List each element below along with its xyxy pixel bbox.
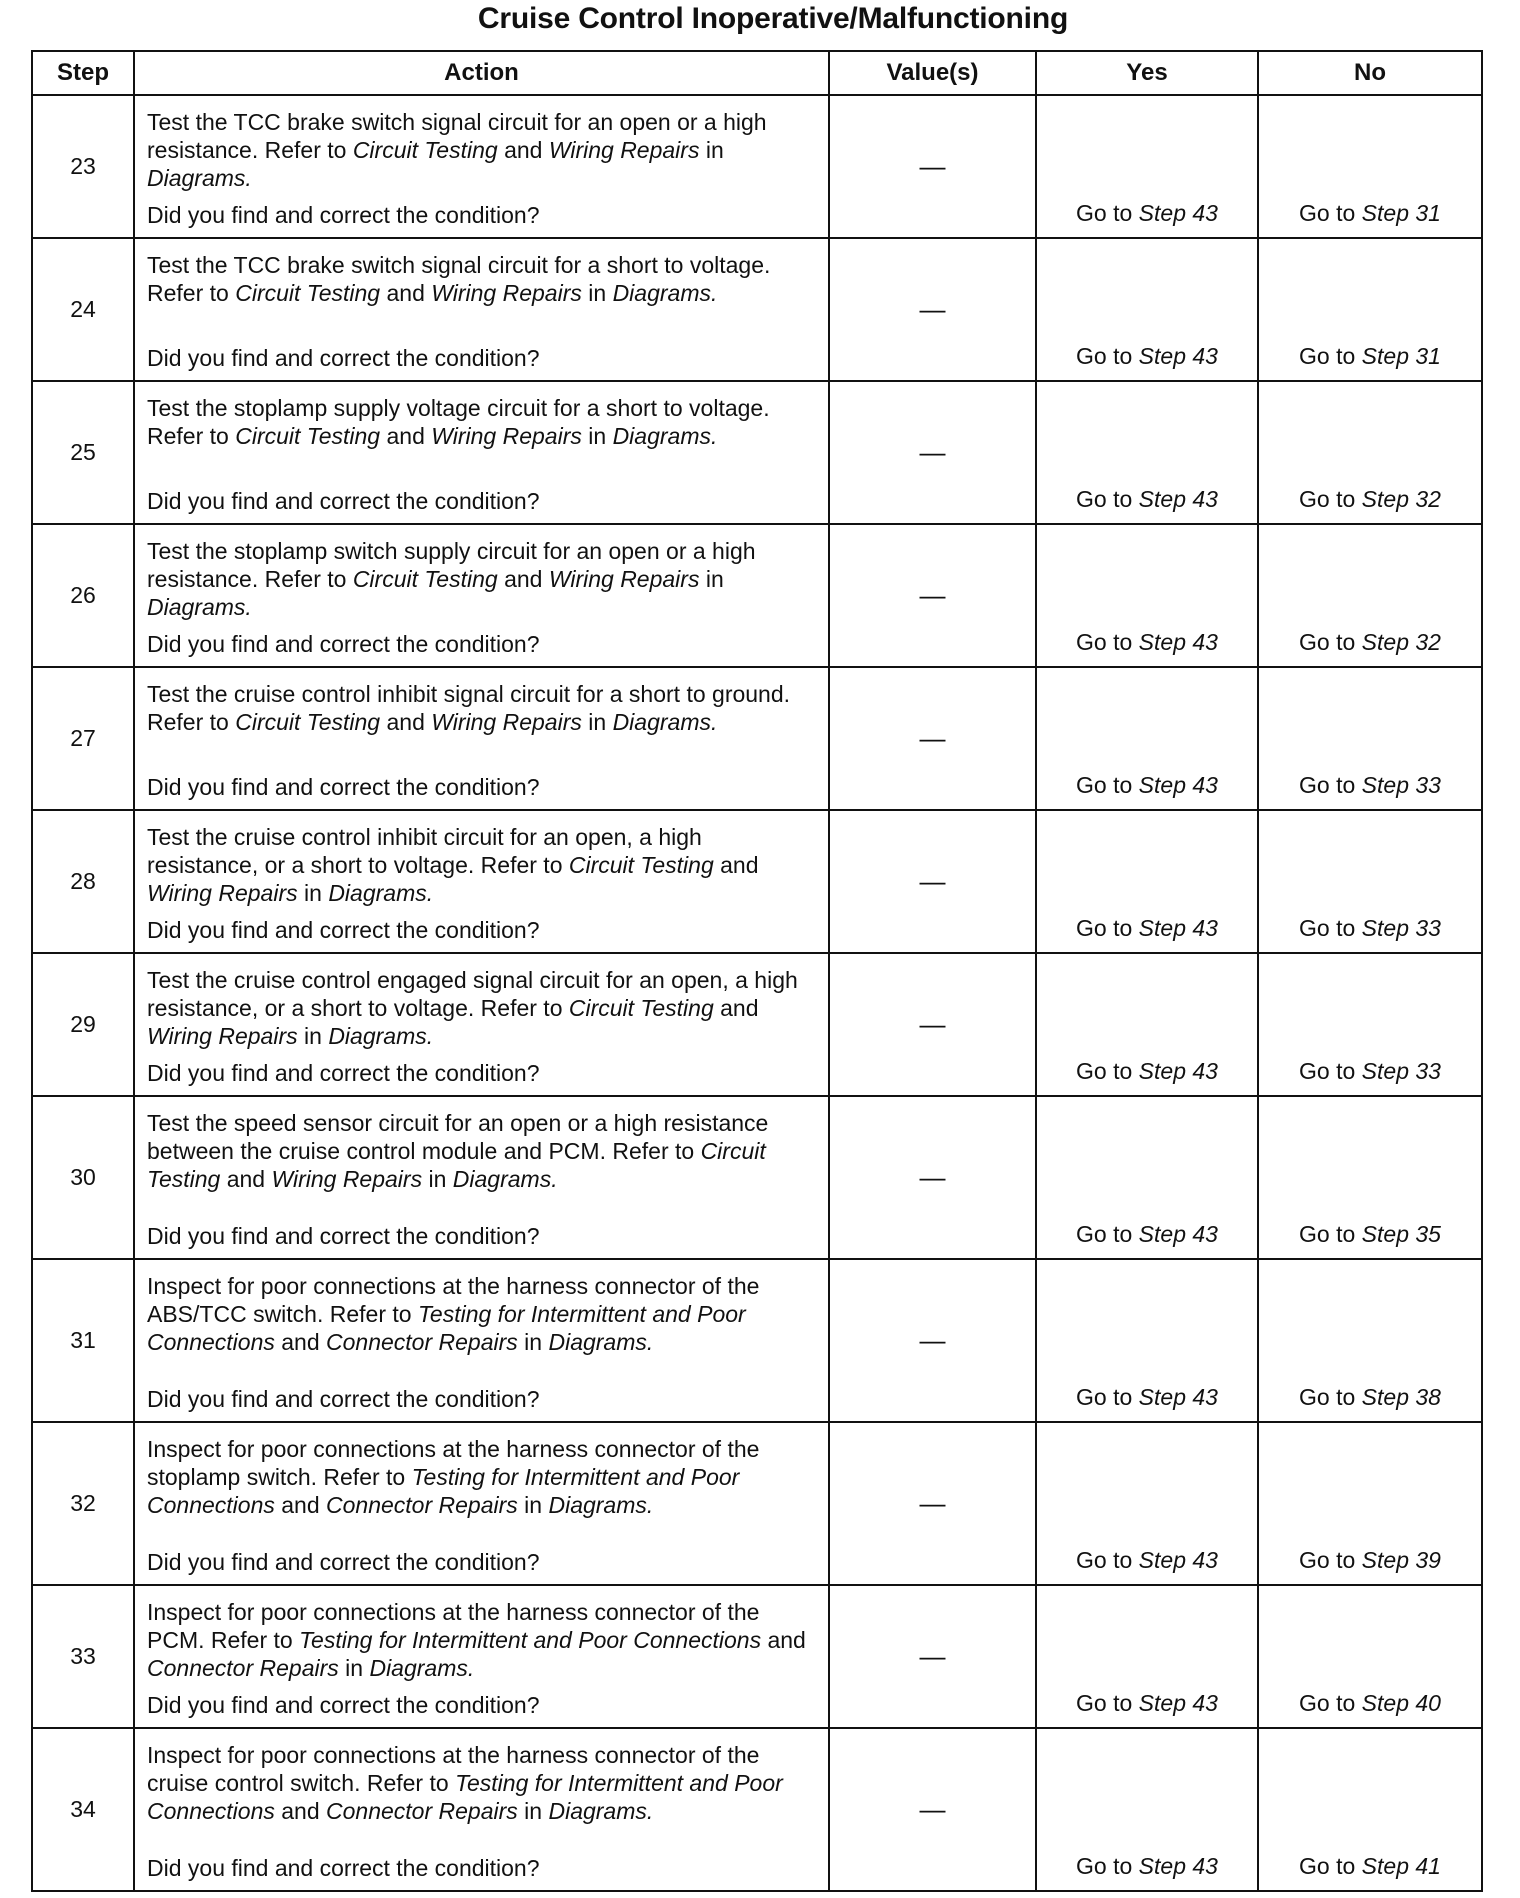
- go-to-label: Go to: [1299, 486, 1356, 512]
- header-row: [32, 51, 1482, 95]
- action-reference: Diagrams.: [328, 880, 434, 906]
- yes-cell: [1036, 524, 1258, 667]
- yes-cell: [1036, 1422, 1258, 1585]
- go-to-step: Step 43: [1138, 629, 1218, 655]
- go-to-step: Step 43: [1138, 486, 1218, 512]
- go-to-step: Step 32: [1361, 629, 1441, 655]
- action-segment: in: [517, 1492, 549, 1518]
- go-to-label: Go to: [1299, 200, 1356, 226]
- go-to-label: Go to: [1299, 1221, 1356, 1247]
- table-row: [32, 953, 1482, 1096]
- go-to-step: Step 43: [1138, 915, 1218, 941]
- action-reference: Circuit Testing: [235, 423, 381, 449]
- action-question: Did you find and correct the condition?: [147, 1692, 540, 1718]
- action-reference: Circuit Testing: [352, 566, 498, 592]
- go-to-label: Go to: [1299, 772, 1356, 798]
- action-reference: Wiring Repairs: [431, 280, 582, 306]
- header-action: Action: [134, 51, 829, 95]
- diagnostic-table: [31, 50, 1483, 1892]
- header-step: Step: [32, 51, 134, 95]
- action-text: [147, 1109, 814, 1193]
- header-yes: Yes: [1036, 51, 1258, 95]
- go-to-label: Go to: [1076, 1058, 1133, 1084]
- step-number: 27: [32, 667, 134, 810]
- go-to-step: Step 32: [1361, 486, 1441, 512]
- action-reference: Diagrams.: [147, 165, 252, 191]
- action-reference: Diagrams.: [548, 1492, 654, 1518]
- go-to-label: Go to: [1076, 1853, 1133, 1879]
- value-cell: —: [829, 953, 1036, 1096]
- action-question: Did you find and correct the condition?: [147, 774, 540, 800]
- action-reference: Connector Repairs: [326, 1329, 518, 1355]
- action-segment: Inspect for poor connections at the harness connector of the ABS/TCC switch. Refer to: [147, 1273, 760, 1327]
- step-number: 24: [32, 238, 134, 381]
- table-row: [32, 1422, 1482, 1585]
- action-question: Did you find and correct the condition?: [147, 488, 540, 514]
- no-cell: [1258, 1422, 1482, 1585]
- action-reference: Testing for Intermittent and Poor Connections: [147, 1464, 740, 1518]
- no-cell: [1258, 1585, 1482, 1728]
- action-segment: and: [497, 566, 549, 592]
- no-cell: [1258, 381, 1482, 524]
- action-segment: and: [274, 1492, 327, 1518]
- go-to-step: Step 43: [1138, 1058, 1218, 1084]
- action-segment: and: [497, 137, 549, 163]
- action-text: [147, 537, 814, 621]
- action-question: Did you find and correct the condition?: [147, 1223, 540, 1249]
- action-reference: Diagrams.: [328, 1023, 434, 1049]
- value-cell: —: [829, 1585, 1036, 1728]
- go-to-label: Go to: [1299, 629, 1356, 655]
- action-text: [147, 680, 814, 736]
- table-row: [32, 1728, 1482, 1891]
- yes-cell: [1036, 1096, 1258, 1259]
- action-question: Did you find and correct the condition?: [147, 631, 540, 657]
- go-to-label: Go to: [1299, 343, 1356, 369]
- no-cell: [1258, 238, 1482, 381]
- value-cell: —: [829, 524, 1036, 667]
- action-question: Did you find and correct the condition?: [147, 345, 540, 371]
- go-to-label: Go to: [1299, 1547, 1356, 1573]
- go-to-step: Step 31: [1361, 200, 1441, 226]
- action-question: Did you find and correct the condition?: [147, 1549, 540, 1575]
- action-cell: [134, 238, 829, 381]
- action-reference: Circuit Testing: [235, 280, 381, 306]
- action-segment: Test the cruise control engaged signal circuit for an open, a high resistance, or a short to voltage. Refer to: [147, 967, 798, 1021]
- action-segment: Test the cruise control inhibit signal circuit for a short to ground. Refer to: [147, 681, 791, 735]
- action-cell: [134, 95, 829, 238]
- value-cell: —: [829, 810, 1036, 953]
- action-text: [147, 108, 814, 192]
- action-cell: [134, 953, 829, 1096]
- go-to-step: Step 43: [1138, 343, 1218, 369]
- no-cell: [1258, 1728, 1482, 1891]
- step-number: 32: [32, 1422, 134, 1585]
- step-number: 30: [32, 1096, 134, 1259]
- value-cell: —: [829, 1728, 1036, 1891]
- action-reference: Testing for Intermittent and Poor Connections: [147, 1301, 746, 1355]
- yes-cell: [1036, 238, 1258, 381]
- go-to-label: Go to: [1076, 1690, 1133, 1716]
- value-cell: —: [829, 1259, 1036, 1422]
- action-segment: and: [274, 1798, 327, 1824]
- action-text: [147, 966, 814, 1050]
- action-reference: Circuit Testing: [568, 995, 714, 1021]
- go-to-label: Go to: [1299, 1853, 1356, 1879]
- go-to-step: Step 33: [1361, 1058, 1441, 1084]
- action-segment: Inspect for poor connections at the harness connector of the cruise control switch. Refer to: [147, 1742, 760, 1796]
- step-number: 26: [32, 524, 134, 667]
- go-to-label: Go to: [1076, 1384, 1133, 1410]
- action-segment: in: [699, 137, 724, 163]
- action-reference: Connector Repairs: [326, 1492, 518, 1518]
- no-cell: [1258, 95, 1482, 238]
- action-cell: [134, 1585, 829, 1728]
- go-to-label: Go to: [1076, 486, 1133, 512]
- action-cell: [134, 1259, 829, 1422]
- action-cell: [134, 381, 829, 524]
- header-values: Value(s): [829, 51, 1036, 95]
- go-to-label: Go to: [1299, 1058, 1356, 1084]
- step-number: 23: [32, 95, 134, 238]
- action-reference: Wiring Repairs: [548, 137, 700, 163]
- action-segment: in: [581, 280, 613, 306]
- action-cell: [134, 1096, 829, 1259]
- go-to-label: Go to: [1299, 1384, 1356, 1410]
- action-reference: Wiring Repairs: [271, 1166, 423, 1192]
- action-reference: Connector Repairs: [326, 1798, 518, 1824]
- go-to-label: Go to: [1076, 1221, 1133, 1247]
- action-text: [147, 1435, 814, 1519]
- go-to-step: Step 43: [1138, 1384, 1218, 1410]
- go-to-label: Go to: [1076, 200, 1133, 226]
- action-segment: in: [699, 566, 724, 592]
- action-cell: [134, 524, 829, 667]
- yes-cell: [1036, 810, 1258, 953]
- action-reference: Wiring Repairs: [147, 1023, 298, 1049]
- action-reference: Testing for Intermittent and Poor Connections: [299, 1627, 762, 1653]
- go-to-step: Step 31: [1361, 343, 1441, 369]
- action-segment: in: [297, 880, 329, 906]
- value-cell: —: [829, 381, 1036, 524]
- go-to-label: Go to: [1076, 772, 1133, 798]
- action-question: Did you find and correct the condition?: [147, 202, 540, 228]
- go-to-step: Step 43: [1138, 200, 1218, 226]
- yes-cell: [1036, 953, 1258, 1096]
- go-to-label: Go to: [1076, 1547, 1133, 1573]
- action-text: [147, 1598, 814, 1682]
- go-to-step: Step 41: [1361, 1853, 1441, 1879]
- action-reference: Diagrams.: [147, 594, 252, 620]
- action-text: [147, 1272, 814, 1356]
- action-reference: Diagrams.: [612, 709, 718, 735]
- table-row: [32, 1096, 1482, 1259]
- action-segment: Inspect for poor connections at the harness connector of the PCM. Refer to: [147, 1599, 760, 1653]
- action-reference: Wiring Repairs: [147, 880, 298, 906]
- go-to-step: Step 43: [1138, 772, 1218, 798]
- go-to-label: Go to: [1299, 1690, 1356, 1716]
- action-text: [147, 1741, 814, 1825]
- action-segment: and: [713, 852, 759, 878]
- value-cell: —: [829, 95, 1036, 238]
- action-segment: in: [297, 1023, 329, 1049]
- action-segment: and: [380, 423, 432, 449]
- action-segment: Test the stoplamp supply voltage circuit for a short to voltage. Refer to: [147, 395, 770, 449]
- table-row: [32, 667, 1482, 810]
- yes-cell: [1036, 1585, 1258, 1728]
- action-reference: Wiring Repairs: [548, 566, 700, 592]
- action-reference: Circuit Testing: [147, 1138, 766, 1192]
- value-cell: —: [829, 238, 1036, 381]
- action-segment: in: [517, 1329, 549, 1355]
- step-number: 34: [32, 1728, 134, 1891]
- go-to-step: Step 43: [1138, 1547, 1218, 1573]
- go-to-step: Step 35: [1361, 1221, 1441, 1247]
- step-number: 25: [32, 381, 134, 524]
- action-cell: [134, 810, 829, 953]
- no-cell: [1258, 953, 1482, 1096]
- go-to-step: Step 43: [1138, 1690, 1218, 1716]
- action-text: [147, 251, 814, 307]
- table-row: [32, 1259, 1482, 1422]
- table-row: [32, 810, 1482, 953]
- go-to-step: Step 43: [1138, 1853, 1218, 1879]
- go-to-step: Step 38: [1361, 1384, 1441, 1410]
- action-reference: Circuit Testing: [568, 852, 714, 878]
- action-segment: and: [380, 709, 432, 735]
- action-segment: and: [380, 280, 432, 306]
- action-question: Did you find and correct the condition?: [147, 917, 540, 943]
- action-reference: Diagrams.: [612, 280, 718, 306]
- action-reference: Diagrams.: [369, 1655, 475, 1681]
- action-reference: Circuit Testing: [235, 709, 381, 735]
- action-reference: Testing for Intermittent and Poor Connections: [147, 1770, 783, 1824]
- action-segment: in: [581, 709, 613, 735]
- action-question: Did you find and correct the condition?: [147, 1060, 540, 1086]
- action-segment: Test the TCC brake switch signal circuit for an open or a high resistance. Refer to: [147, 109, 767, 163]
- action-segment: and: [220, 1166, 272, 1192]
- table-row: [32, 524, 1482, 667]
- yes-cell: [1036, 95, 1258, 238]
- action-segment: Test the speed sensor circuit for an open or a high resistance between the cruise control module and PCM. Refer to: [147, 1110, 769, 1164]
- go-to-step: Step 40: [1361, 1690, 1441, 1716]
- yes-cell: [1036, 667, 1258, 810]
- action-reference: Diagrams.: [548, 1329, 654, 1355]
- go-to-step: Step 33: [1361, 915, 1441, 941]
- action-reference: Circuit Testing: [352, 137, 498, 163]
- action-segment: in: [338, 1655, 370, 1681]
- action-cell: [134, 1728, 829, 1891]
- no-cell: [1258, 1096, 1482, 1259]
- value-cell: —: [829, 1096, 1036, 1259]
- action-segment: Test the TCC brake switch signal circuit for a short to voltage. Refer to: [147, 252, 771, 306]
- yes-cell: [1036, 381, 1258, 524]
- action-reference: Diagrams.: [612, 423, 718, 449]
- go-to-step: Step 43: [1138, 1221, 1218, 1247]
- no-cell: [1258, 810, 1482, 953]
- action-segment: Inspect for poor connections at the harness connector of the stoplamp switch. Refer to: [147, 1436, 760, 1490]
- no-cell: [1258, 667, 1482, 810]
- yes-cell: [1036, 1728, 1258, 1891]
- action-reference: Diagrams.: [452, 1166, 558, 1192]
- action-reference: Connector Repairs: [147, 1655, 339, 1681]
- action-segment: Test the cruise control inhibit circuit for an open, a high resistance, or a short to voltage. Refer to: [147, 824, 702, 878]
- header-no: No: [1258, 51, 1482, 95]
- yes-cell: [1036, 1259, 1258, 1422]
- action-segment: and: [713, 995, 759, 1021]
- no-cell: [1258, 524, 1482, 667]
- action-text: [147, 823, 814, 907]
- action-segment: and: [761, 1627, 806, 1653]
- go-to-label: Go to: [1299, 915, 1356, 941]
- step-number: 28: [32, 810, 134, 953]
- action-text: [147, 394, 814, 450]
- value-cell: —: [829, 667, 1036, 810]
- go-to-label: Go to: [1076, 915, 1133, 941]
- step-number: 29: [32, 953, 134, 1096]
- go-to-step: Step 39: [1361, 1547, 1441, 1573]
- step-number: 33: [32, 1585, 134, 1728]
- go-to-label: Go to: [1076, 343, 1133, 369]
- go-to-label: Go to: [1076, 629, 1133, 655]
- table-row: [32, 95, 1482, 238]
- action-reference: Wiring Repairs: [431, 709, 582, 735]
- action-segment: in: [517, 1798, 549, 1824]
- action-question: Did you find and correct the condition?: [147, 1855, 540, 1881]
- action-segment: in: [422, 1166, 453, 1192]
- action-segment: and: [274, 1329, 327, 1355]
- action-segment: in: [581, 423, 613, 449]
- action-segment: Test the stoplamp switch supply circuit for an open or a high resistance. Refer to: [147, 538, 756, 592]
- action-reference: Wiring Repairs: [431, 423, 582, 449]
- go-to-step: Step 33: [1361, 772, 1441, 798]
- table-body: [32, 95, 1482, 1891]
- table-row: [32, 1585, 1482, 1728]
- action-cell: [134, 1422, 829, 1585]
- page-title: Cruise Control Inoperative/Malfunctioning: [477, 2, 1069, 35]
- action-reference: Diagrams.: [548, 1798, 654, 1824]
- action-question: Did you find and correct the condition?: [147, 1386, 540, 1412]
- step-number: 31: [32, 1259, 134, 1422]
- no-cell: [1258, 1259, 1482, 1422]
- value-cell: —: [829, 1422, 1036, 1585]
- table-row: [32, 238, 1482, 381]
- action-cell: [134, 667, 829, 810]
- table-row: [32, 381, 1482, 524]
